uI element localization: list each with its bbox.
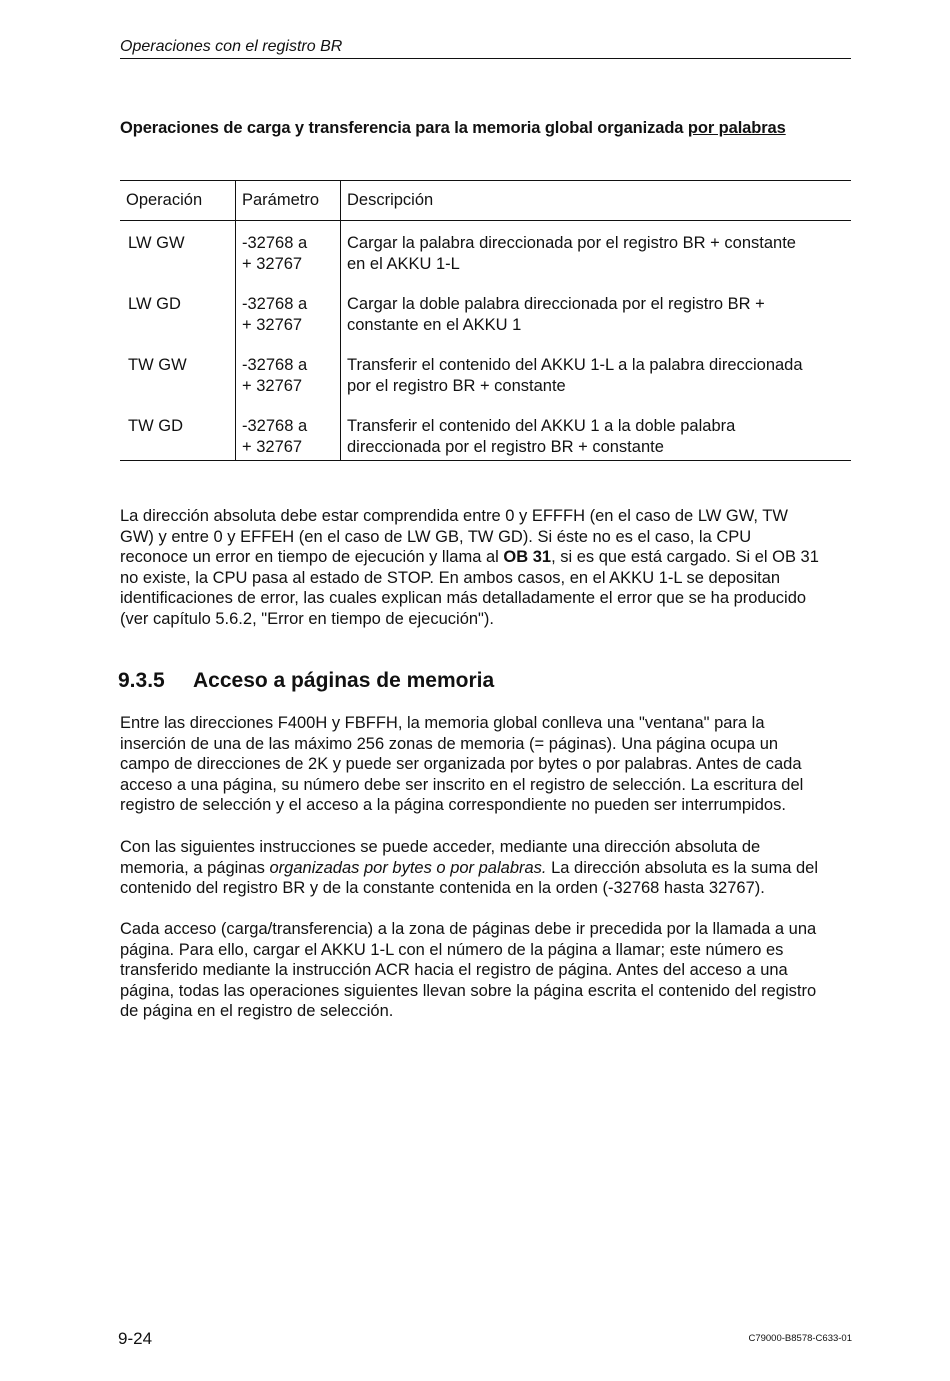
param-line: + 32767: [242, 377, 303, 395]
desc-line: direccionada por el registro BR + constante: [347, 438, 664, 456]
table-header-row: [120, 181, 851, 221]
text-line: página. Para ello, cargar el AKKU 1-L con el número de la página a llamar; este número es: [120, 940, 784, 959]
param-line: -32768 a: [242, 234, 308, 252]
text-line: registro de selección y el acceso a la página correspondiente no pueden ser interrumpidos.: [120, 796, 786, 814]
table-heading-text: Operaciones de carga y transferencia para la memoria global organizada: [120, 119, 688, 137]
text-line: [120, 858, 855, 879]
text-span: La dirección absoluta es la suma del: [546, 858, 819, 877]
cell-parameter: [236, 221, 341, 276]
section-number: 9.3.5: [118, 669, 165, 692]
desc-line: por el registro BR + constante: [347, 377, 566, 395]
text-span: reconoce un error en tiempo de ejecución y llama al: [120, 548, 504, 566]
text-line: página, todas las operaciones siguientes llevan sobre la página escrita el contenido del registro: [120, 981, 817, 1000]
column-header-description: Descripción: [341, 181, 852, 221]
text-line: inserción de una de las máximo 256 zonas de memoria (= páginas). Una página ocupa un: [120, 734, 779, 753]
param-line: -32768 a: [242, 295, 308, 313]
paragraph-instructions: [120, 837, 855, 899]
text-span: , si es que está cargado. Si el OB 31: [551, 548, 819, 566]
text-line: contenido del registro BR y de la constante contenida en la orden (-32768 hasta 32767).: [120, 879, 765, 897]
cell-operation: TW GW: [120, 336, 236, 397]
cell-parameter: [236, 397, 341, 461]
cell-description: [341, 221, 852, 276]
section-title: Acceso a páginas de memoria: [193, 669, 495, 692]
text-line: Cada acceso (carga/transferencia) a la zona de páginas debe ir precedida por la llamada a una: [120, 920, 817, 938]
cell-operation: LW GW: [120, 221, 236, 276]
table-row: [120, 397, 851, 461]
document-code: C79000-B8578-C633-01: [748, 1333, 852, 1344]
desc-line: en el AKKU 1-L: [347, 255, 460, 273]
bold-ob31: OB 31: [503, 548, 552, 566]
cell-operation: TW GD: [120, 397, 236, 461]
running-header: Operaciones con el registro BR: [120, 38, 851, 59]
operations-table: [120, 180, 851, 461]
param-line: + 32767: [242, 438, 303, 456]
table-heading: [120, 119, 786, 138]
paragraph-page-access: [120, 919, 855, 1022]
table-row: [120, 275, 851, 336]
param-line: + 32767: [242, 255, 303, 273]
text-line: Entre las direcciones F400H y FBFFH, la memoria global conlleva una "ventana" para la: [120, 714, 765, 732]
cell-description: [341, 397, 852, 461]
text-line: GW) y entre 0 y EFFEH (en el caso de LW GB, TW GD). Si éste no es el caso, la CPU: [120, 527, 752, 546]
text-line: La dirección absoluta debe estar comprendida entre 0 y EFFFH (en el caso de LW GW, TW: [120, 507, 788, 525]
table-heading-underlined: por palabras: [687, 119, 786, 137]
cell-description: [341, 336, 852, 397]
text-line: no existe, la CPU pasa al estado de STOP. En ambos casos, en el AKKU 1-L se depositan: [120, 568, 781, 587]
desc-line: constante en el AKKU 1: [347, 316, 522, 334]
desc-line: Cargar la palabra direccionada por el registro BR + constante: [347, 234, 796, 252]
desc-line: Transferir el contenido del AKKU 1 a la doble palabra: [347, 417, 736, 435]
page-number: 9-24: [118, 1329, 153, 1348]
text-line: campo de direcciones de 2K y puede ser organizada por bytes o por palabras. Antes de cada: [120, 755, 802, 773]
table-row: [120, 221, 851, 276]
text-line: [120, 547, 855, 568]
column-header-operation: Operación: [120, 181, 236, 221]
desc-line: Cargar la doble palabra direccionada por el registro BR +: [347, 295, 765, 313]
text-line: Con las siguientes instrucciones se puede acceder, mediante una dirección absoluta de: [120, 838, 761, 856]
text-line: transferido mediante la instrucción ACR hacia el registro de página. Antes del acceso a una: [120, 961, 788, 979]
desc-line: Transferir el contenido del AKKU 1-L a la palabra direccionada: [347, 356, 803, 374]
italic-text: organizadas por bytes o por palabras.: [269, 858, 547, 877]
param-line: -32768 a: [242, 356, 308, 374]
paragraph-absolute-address: [120, 506, 855, 629]
paragraph-memory-window: [120, 713, 855, 816]
param-line: -32768 a: [242, 417, 308, 435]
table-row: [120, 336, 851, 397]
text-span: memoria, a páginas: [120, 858, 270, 877]
param-line: + 32767: [242, 316, 303, 334]
cell-operation: LW GD: [120, 275, 236, 336]
text-line: acceso a una página, su número debe ser inscrito en el registro de selección. La escritura del: [120, 775, 804, 794]
text-line: (ver capítulo 5.6.2, "Error en tiempo de ejecución").: [120, 609, 494, 628]
section-heading: [118, 669, 494, 693]
text-line: de página en el registro de selección.: [120, 1002, 394, 1020]
cell-description: [341, 275, 852, 336]
column-header-parameter: Parámetro: [236, 181, 341, 221]
cell-parameter: [236, 336, 341, 397]
cell-parameter: [236, 275, 341, 336]
text-line: identificaciones de error, las cuales explican más detalladamente el error que se ha producido: [120, 589, 807, 607]
